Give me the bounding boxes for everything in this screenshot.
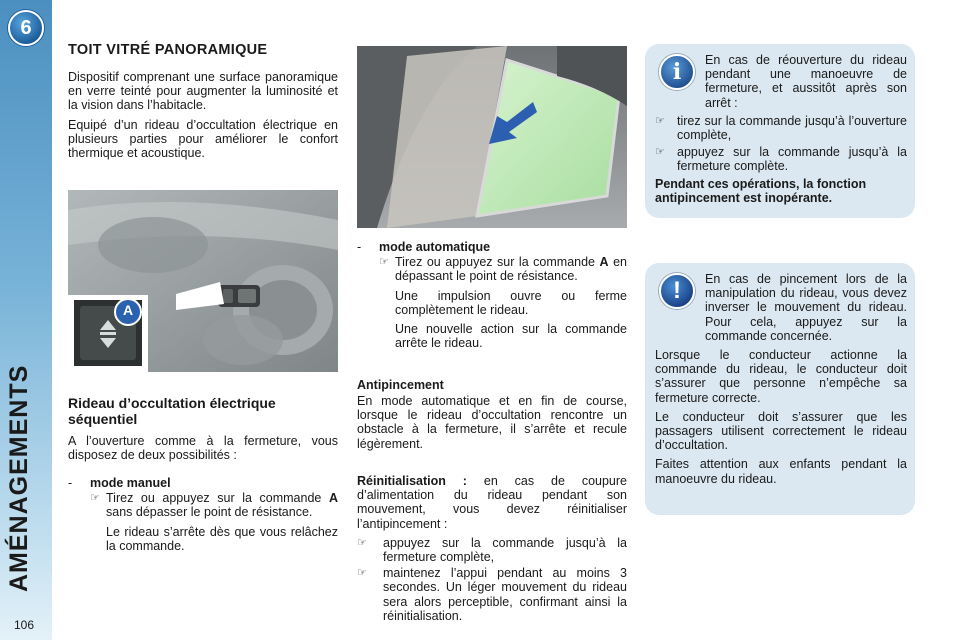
pointing-hand-icon: ☞ <box>655 114 665 127</box>
chapter-number: 6 <box>20 16 32 39</box>
reinit-step: appuyez sur la commande jusqu’à la fermeture complète, <box>383 535 627 565</box>
info-icon-glyph: i <box>672 59 682 85</box>
list-dash: - <box>357 240 362 254</box>
reinit-step: maintenez l’appui pendant au moins 3 secondes. Un léger mouvement du rideau sera alors perceptible, confirmant ainsi la réinitialisation. <box>383 566 627 623</box>
manual-step-text: Tirez ou appuyez sur la commande A sans dépasser le point de résistance. <box>106 491 338 520</box>
manual-mode-label: mode manuel <box>90 476 171 490</box>
pointing-hand-icon: ☞ <box>379 256 389 269</box>
warning-paragraph: Le conducteur doit s’assurer que les passagers utilisent correctement le rideau d’occultation. <box>655 409 907 453</box>
pointing-hand-icon: ☞ <box>655 146 665 159</box>
antipinch-title: Antipincement <box>357 378 444 392</box>
automatic-mode-label: mode automatique <box>379 240 491 254</box>
panoramic-roof-illustration <box>357 46 627 228</box>
warning-icon-glyph: ! <box>673 277 681 304</box>
control-key-a: A <box>328 491 338 506</box>
manual-mode-block <box>68 476 338 558</box>
callout-label-a: A <box>122 302 134 318</box>
info-box-content <box>655 53 907 205</box>
info-intro: En cas de réouverture du rideau pendant une manoeuvre de fermeture, et aussitôt après son arrêt : <box>705 53 907 110</box>
roof-control-illustration <box>68 190 338 372</box>
info-warning: Pendant ces opérations, la fonction antipincement est inopérante. <box>655 176 867 205</box>
reinit-title: Réinitialisation : <box>357 474 467 488</box>
subsection-title: Rideau d’occultation électrique séquentiel <box>68 395 276 427</box>
chapter-title: AMÉNAGEMENTS <box>5 364 33 592</box>
subsection-intro: A l’ouverture comme à la fermeture, vous disposez de deux possibilités : <box>68 434 338 463</box>
list-dash: - <box>68 476 73 490</box>
section-title: TOIT VITRÉ PANORAMIQUE <box>68 42 268 58</box>
automatic-note: Une impulsion ouvre ou ferme complètement le rideau. <box>395 288 627 317</box>
antipinch-text: En mode automatique et en fin de course, lorsque le rideau d’occultation rencontre un obstacle à la fermeture, il s’arrête et recule légèrement. <box>357 394 627 451</box>
warning-paragraph: En cas de pincement lors de la manipulation du rideau, vous devez inverser le mouvement du rideau. Pour cela, appuyez sur la commande concernée. <box>705 272 907 343</box>
pointing-hand-icon: ☞ <box>90 492 100 505</box>
control-key-a: A <box>599 255 609 270</box>
info-box <box>645 44 915 218</box>
manual-note: Le rideau s’arrête dès que vous relâchez la commande. <box>106 524 338 553</box>
chapter-sidebar <box>0 0 52 640</box>
warning-paragraph: Lorsque le conducteur actionne la commande du rideau, le conducteur doit s’assurer que personne n’empêche sa fermeture correcte. <box>655 348 907 405</box>
pointing-hand-icon: ☞ <box>357 567 367 580</box>
pointing-hand-icon: ☞ <box>357 536 367 549</box>
chapter-number-badge <box>8 10 44 46</box>
info-step: tirez sur la commande jusqu’à l’ouverture complète, <box>677 113 907 143</box>
reinit-block <box>357 474 627 623</box>
warning-box-content <box>655 272 907 491</box>
panoramic-roof-photo <box>357 46 627 228</box>
automatic-note: Une nouvelle action sur la commande arrête le rideau. <box>395 322 627 351</box>
warning-paragraph: Faites attention aux enfants pendant la manoeuvre du rideau. <box>655 457 907 486</box>
info-step: appuyez sur la commande jusqu’à la fermeture complète. <box>677 145 907 174</box>
roof-control-photo <box>68 190 338 372</box>
reinit-intro: Réinitialisation : en cas de coupure d’alimentation du rideau pendant son mouvement, vous devez réinitialiser l’antipincement : <box>357 474 627 531</box>
automatic-step-text: Tirez ou appuyez sur la commande A en dépassant le point de résistance. <box>395 255 627 284</box>
page-number: 106 <box>14 618 35 632</box>
warning-box <box>645 263 915 515</box>
intro-text <box>68 70 338 165</box>
automatic-mode-block <box>357 240 627 355</box>
intro-paragraph: Dispositif comprenant une surface panoramique en verre teinté pour augmenter la luminosité et la vision dans l’habitacle. <box>68 70 338 113</box>
intro-paragraph: Equipé d’un rideau d’occultation électrique en plusieurs parties pour améliorer le confort thermique et acoustique. <box>68 117 338 161</box>
